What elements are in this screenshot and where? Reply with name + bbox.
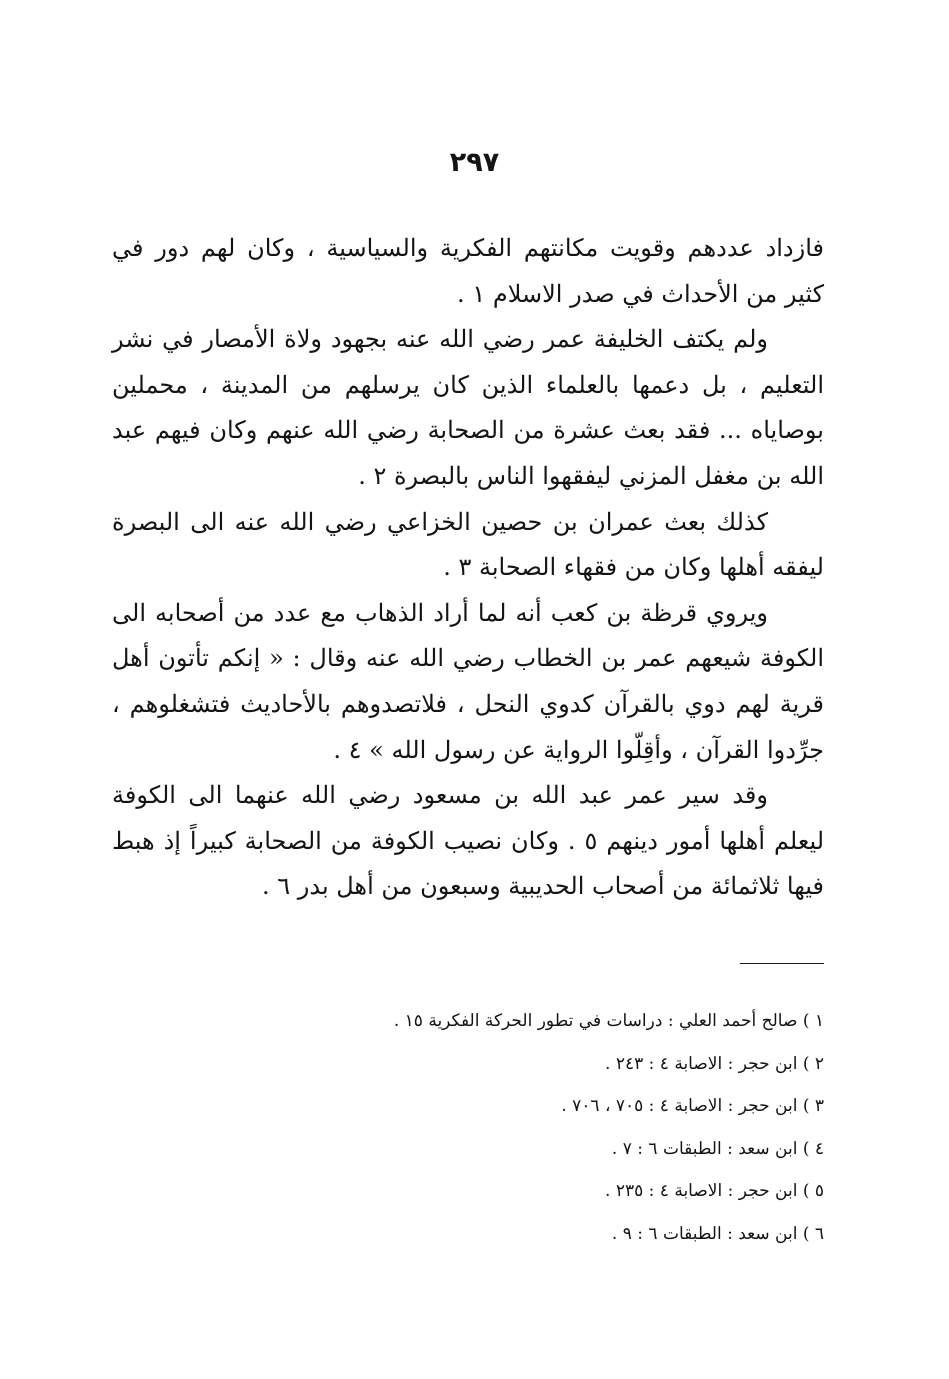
footnote-5: ٥ ) ابن حجر : الاصابة ٤ : ٢٣٥ . (605, 1181, 824, 1202)
paragraph-3: كذلك بعث عمران بن حصين الخزاعي رضي الله عنه الى البصرة ليفقه أهلها وكان من فقهاء الصحابة ٣ . (112, 507, 824, 582)
paragraph-2: ولم يكتف الخليفة عمر رضي الله عنه بجهود ولاة الأمصار في نشر التعليم ، بل دعمها بالعلماء الذين كان يرسلهم من المدينة ، محملين بوصاياه ... فقد بعث عشرة من الصحابة رضي الله عنهم وكان فيهم عبد الله بن مغفل المزني ليفقهوا الناس بالبصرة ٢ . (112, 325, 824, 490)
footnote-2: ٢ ) ابن حجر : الاصابة ٤ : ٢٤٣ . (605, 1053, 824, 1074)
footnote-4: ٤ ) ابن سعد : الطبقات ٦ : ٧ . (611, 1138, 824, 1159)
paragraph-1: فازداد عددهم وقويت مكانتهم الفكرية والسياسية ، وكان لهم دور في كثير من الأحداث في صدر الاسلام ١ . (112, 234, 824, 308)
page-number: ٢٩٧ (449, 147, 500, 178)
footnote-3: ٣ ) ابن حجر : الاصابة ٤ : ٧٠٥ ، ٧٠٦ . (561, 1096, 824, 1117)
paragraph-4: ويروي قرظة بن كعب أنه لما أراد الذهاب مع عدد من أصحابه الى الكوفة شيعهم عمر بن الخطاب رضي الله عنه وقال : « إنكم تأتون أهل قرية لهم دوي بالقرآن كدوي النحل ، فلاتصدوهم بالأحاديث فتشغلوهم ، جرِّدوا القرآن ، وأقِلّوا الرواية عن رسول الله » ٤ . (112, 598, 824, 764)
footnote-6: ٦ ) ابن سعد : الطبقات ٦ : ٩ . (611, 1223, 824, 1244)
footnote-1: ١ ) صالح أحمد العلي : دراسات في تطور الحركة الفكرية ١٥ . (393, 1011, 824, 1031)
footnotes (300, 1000, 824, 1256)
paragraph-5: وقد سير عمر عبد الله بن مسعود رضي الله عنهما الى الكوفة ليعلم أهلها أمور دينهم ٥ . وكان نصيب الكوفة من الصحابة كبيراً إذ هبط فيها ثلاثمائة من أصحاب الحديبية وسبعون من أهل بدر ٦ . (112, 781, 825, 901)
footnote-separator (740, 963, 824, 964)
main-text (112, 226, 824, 910)
